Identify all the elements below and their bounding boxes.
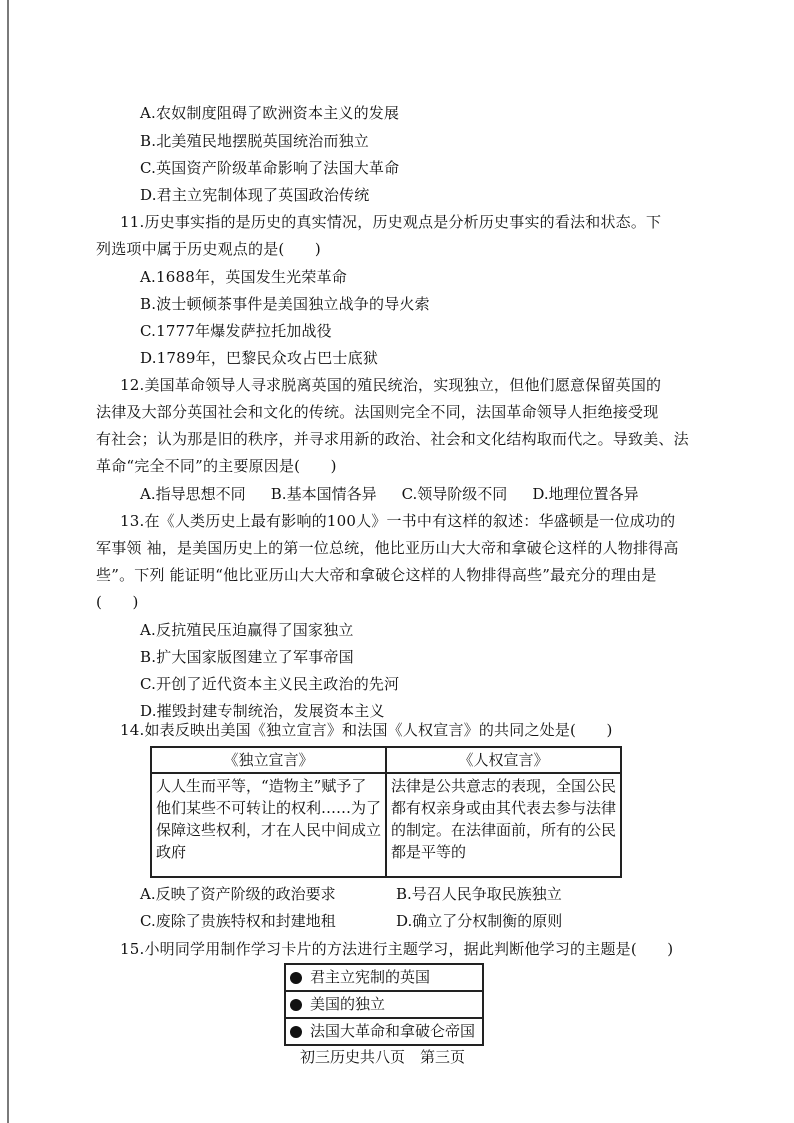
q11-stem-line1: 11.历史事实指的是历史的真实情况，历史观点是分析历史事实的看法和状态。下 [120,213,662,231]
q14-stem-line1: 14.如表反映出美国《独立宣言》和法国《人权宣言》的共同之处是( ) [120,721,613,739]
q12-stem-line3: 有社会；认为那是旧的秩序，并寻求用新的政治、社会和文化结构取而代之。导致美、法 [96,430,689,448]
q12-options-row [140,484,639,504]
q14-comparison-table [150,746,622,878]
q13-option-d: D.摧毁封建专制统治，发展资本主义 [140,702,385,720]
q10-option-c: C.英国资产阶级革命影响了法国大革命 [140,159,400,177]
q13-option-a: A.反抗殖民压迫赢得了国家独立 [140,621,354,639]
q13-stem-line4: ( ) [96,593,139,611]
q13-option-c: C.开创了近代资本主义民主政治的先河 [140,675,400,693]
q11-stem-line2: 列选项中属于历史观点的是( ) [96,240,321,258]
q11-option-a: A.1688年，英国发生光荣革命 [140,268,347,286]
card-item-label: 法国大革命和拿破仑帝国 [310,1022,476,1040]
q12-stem-line2: 法律及大部分英国社会和文化的传统。法国则完全不同，法国革命领导人拒绝接受现 [96,403,659,421]
bullet-icon [290,972,302,984]
card-item-label: 君主立宪制的英国 [310,968,431,986]
q12-option-a: A.指导思想不同 [140,485,246,503]
q12-stem-line1: 12.美国革命领导人寻求脱离英国的殖民统治，实现独立，但他们愿意保留英国的 [120,376,662,394]
q12-option-b: B.基本国情各异 [270,485,377,503]
table-cell-independence: 人人生而平等，“造物主”赋予了他们某些不可转让的权利……为了保障这些权利，才在人民中间成立政府 [151,773,386,877]
table-header-independence: 《独立宣言》 [151,747,386,773]
q14-option-b: B.号召人民争取民族独立 [396,885,562,903]
q12-option-d: D.地理位置各异 [532,485,639,503]
q13-option-b: B.扩大国家版图建立了军事帝国 [140,648,354,666]
q10-option-d: D.君主立宪制体现了英国政治传统 [140,186,370,204]
q15-study-card [284,963,484,1046]
q14-option-a: A.反映了资产阶级的政治要求 [140,885,336,903]
table-cell-rights: 法律是公共意志的表现，全国公民都有权亲身或由其代表去参与法律的制定。在法律面前，所有的公民都是平等的 [386,773,621,877]
card-item [286,1019,482,1044]
q13-stem-line3: 些”。下列 能证明“他比亚历山大大帝和拿破仑这样的人物排得高些”最充分的理由是 [96,566,657,584]
q11-option-c: C.1777年爆发萨拉托加战役 [140,322,332,340]
q11-option-d: D.1789年，巴黎民众攻占巴士底狱 [140,349,379,367]
table-header-rights: 《人权宣言》 [386,747,621,773]
q11-option-b: B.波士顿倾茶事件是美国独立战争的导火索 [140,295,430,313]
q13-stem-line1: 13.在《人类历史上最有影响的100人》一书中有这样的叙述：华盛顿是一位成功的 [120,512,676,530]
q14-option-d: D.确立了分权制衡的原则 [396,912,563,930]
card-item [286,965,482,992]
q12-stem-line4: 革命“完全不同”的主要原因是( ) [96,457,337,475]
q10-option-b: B.北美殖民地摆脱英国统治而独立 [140,132,369,150]
card-item-label: 美国的独立 [310,995,386,1013]
bullet-icon [290,1026,302,1038]
q14-option-c: C.废除了贵族特权和封建地租 [140,912,336,930]
q15-stem-line1: 15.小明同学用制作学习卡片的方法进行主题学习，据此判断他学习的主题是( ) [120,940,674,958]
q13-stem-line2: 军事领 袖，是美国历史上的第一位总统，他比亚历山大大帝和拿破仑这样的人物排得高 [96,539,679,557]
page-footer: 初三历史共八页 第三页 [300,1048,466,1066]
q10-option-a: A.农奴制度阻碍了欧洲资本主义的发展 [140,104,400,122]
card-item [286,992,482,1019]
bullet-icon [290,999,302,1011]
scan-edge-line [7,0,9,1123]
q12-option-c: C.领导阶级不同 [401,485,508,503]
